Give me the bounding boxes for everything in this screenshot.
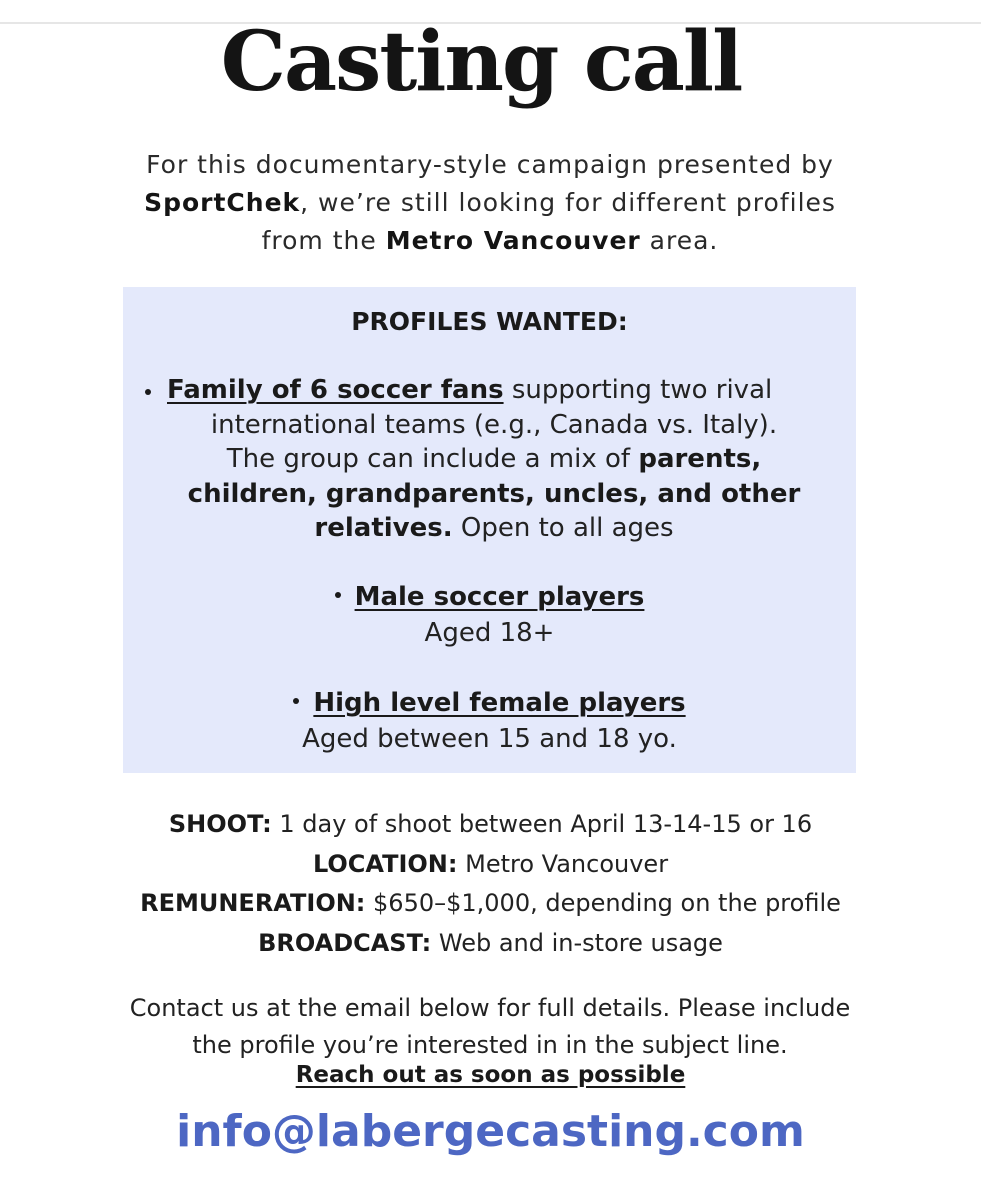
profile-item-male-detail: Aged 18+ <box>424 618 555 648</box>
intro-area: Metro Vancouver <box>385 226 641 255</box>
profile-item-family-bold-b: children, grandparents, uncles, and other <box>187 478 801 509</box>
reach-out-note: Reach out as soon as possible <box>295 1062 686 1088</box>
shoot-details <box>0 805 981 963</box>
profile-item-female-detail: Aged between 15 and 18 yo. <box>302 724 677 754</box>
profile-item-male-players <box>123 579 856 651</box>
profiles-heading: PROFILES WANTED: <box>351 307 628 336</box>
profiles-wanted-box <box>123 287 856 773</box>
detail-shoot-value: 1 day of shoot between April 13-14-15 or 16 <box>271 810 813 838</box>
detail-remuneration-label: REMUNERATION: <box>140 889 366 917</box>
intro-brand: SportChek <box>144 188 301 217</box>
detail-location <box>0 845 981 885</box>
profile-item-family-text-c: The group can include a mix of <box>226 444 639 474</box>
email-link[interactable]: info@labergecasting.com <box>176 1106 805 1157</box>
bullet-icon <box>293 698 299 704</box>
profile-item-male-title: Male soccer players <box>354 582 645 612</box>
profile-item-family-text-b: international teams (e.g., Canada vs. Italy). <box>210 409 778 440</box>
profile-item-family-bold-a: parents, <box>638 444 762 474</box>
detail-remuneration-value: $650–$1,000, depending on the profile <box>365 889 841 917</box>
detail-location-value: Metro Vancouver <box>457 849 669 878</box>
bullet-icon <box>335 592 341 598</box>
page-title: Casting call <box>220 14 742 110</box>
detail-location-label: LOCATION: <box>312 849 458 878</box>
profile-item-family-text-a: supporting two rival <box>503 375 773 405</box>
contact-line-2: the profile you’re interested in in the subject line. <box>192 1031 788 1059</box>
profile-item-family-title: Family of 6 soccer fans <box>167 375 504 405</box>
detail-shoot-label: SHOOT: <box>168 810 272 838</box>
detail-broadcast-value: Web and in-store usage <box>431 928 723 957</box>
bullet-icon <box>145 389 151 395</box>
profile-item-female-title: High level female players <box>313 688 686 718</box>
detail-shoot <box>0 805 981 845</box>
intro-line-2: , we’re still looking for different profiles <box>300 188 836 217</box>
profile-item-family-lead <box>139 373 849 408</box>
profile-item-family-bold-c: relatives. <box>314 513 453 543</box>
intro-line-3b: area. <box>640 226 719 255</box>
detail-broadcast <box>0 924 981 964</box>
intro-line-3a: from the <box>261 226 386 255</box>
profile-item-family-text-d: Open to all ages <box>452 513 674 543</box>
detail-remuneration <box>0 884 981 924</box>
contact-line-1: Contact us at the email below for full details. Please include <box>129 994 851 1022</box>
detail-broadcast-label: BROADCAST: <box>258 928 432 957</box>
contact-paragraph <box>60 990 920 1064</box>
profile-item-female-players <box>123 685 856 757</box>
intro-paragraph <box>90 146 890 260</box>
profile-item-family <box>139 373 849 546</box>
intro-line-1: For this documentary-style campaign presented by <box>146 150 834 179</box>
